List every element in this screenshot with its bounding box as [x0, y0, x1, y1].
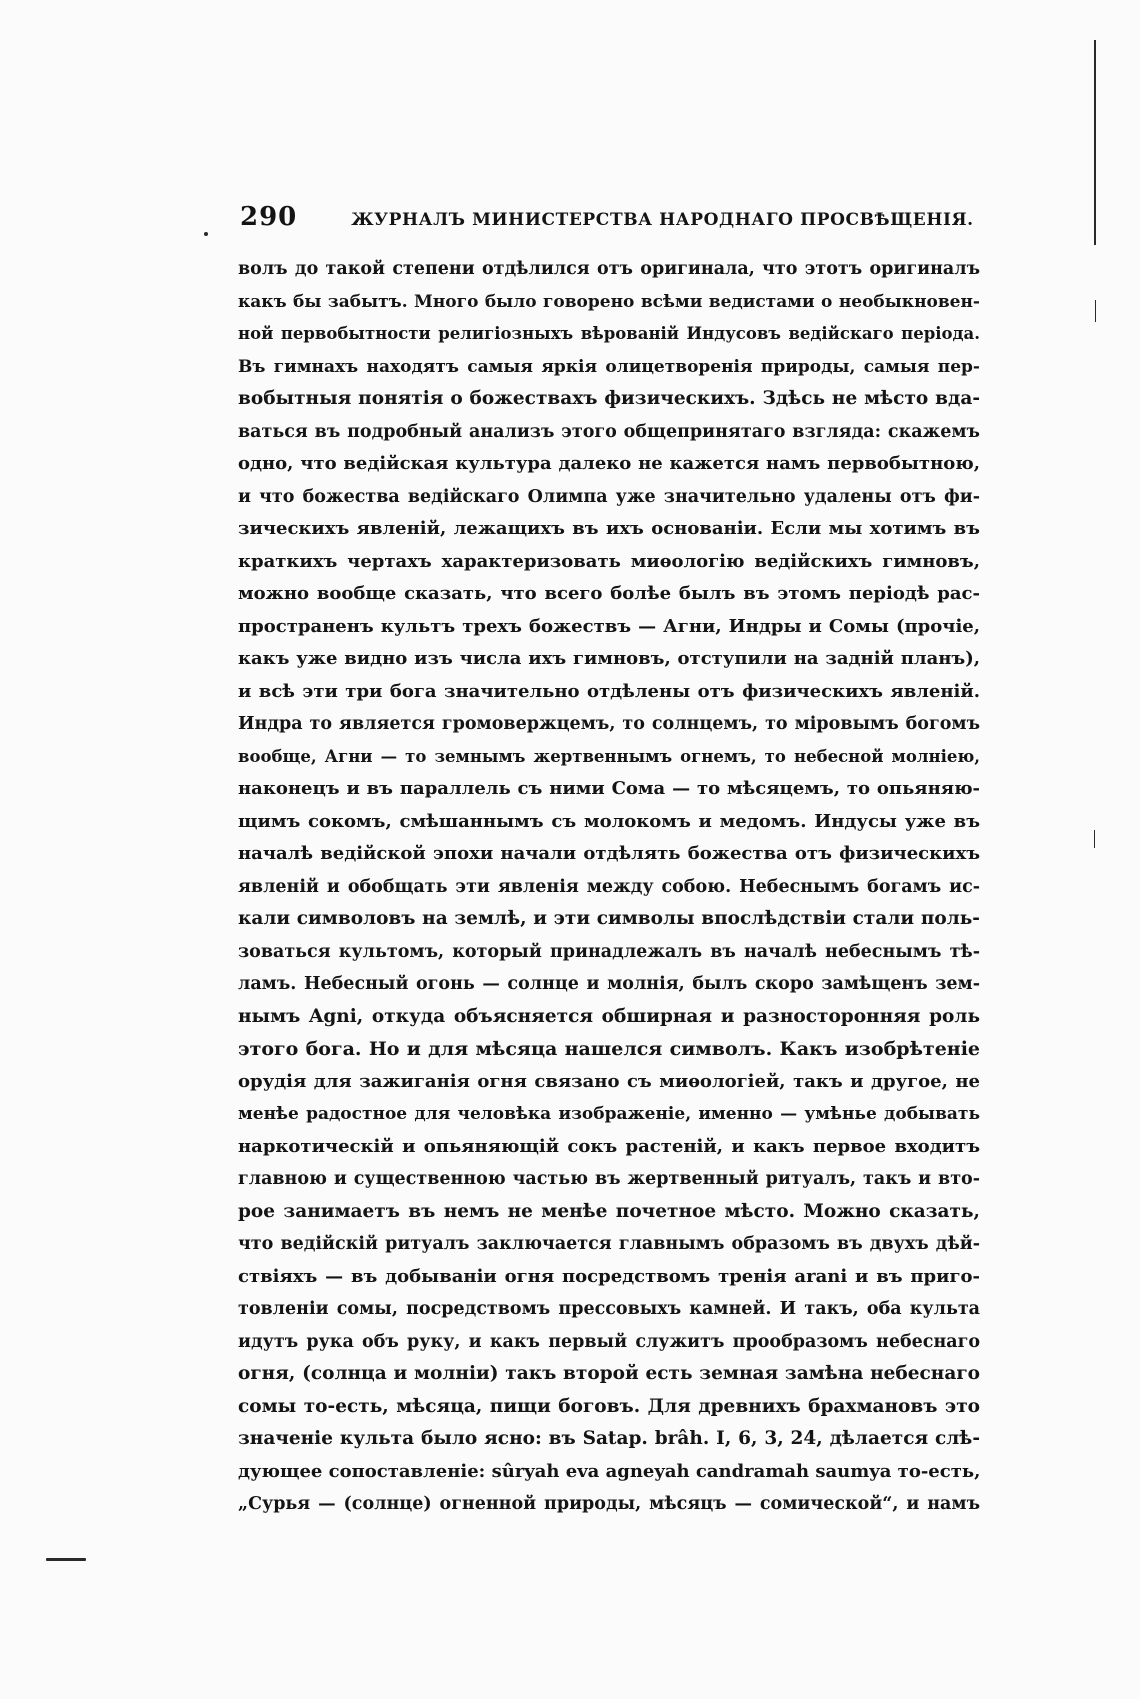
text-line: рое занимаетъ въ немъ не менѣе почетное мѣсто. Можно сказать, [238, 1200, 980, 1222]
page-number: 290 [240, 202, 298, 232]
text-line: менѣе радостное для человѣка изображеніе, именно — умѣнье добывать [238, 1104, 980, 1124]
text-line: пространенъ культъ трехъ божествъ — Агни, Индры и Сомы (прочіе, [238, 615, 980, 637]
text-line: какъ бы забытъ. Много было говорено всѣми ведистами о необыкновен- [238, 291, 980, 312]
text-line: „Сурья — (солнце) огненной природы, мѣсяцъ — сомической“, и намъ [238, 1494, 980, 1514]
text-line: началѣ ведійской эпохи начали отдѣлять божества отъ физическихъ [238, 843, 980, 864]
text-line: ной первобытности религіозныхъ вѣрованій Индусовъ ведійскаго періода. [238, 324, 980, 343]
text-line: что ведійскій ритуалъ заключается главнымъ образомъ въ двухъ дѣй- [238, 1234, 980, 1254]
body-text [238, 253, 980, 1521]
text-line: явленій и обобщать эти явленія между собою. Небеснымъ богамъ ис- [238, 876, 980, 897]
text-line: огня, (солнца и молніи) такъ второй есть земная замѣна небеснаго [238, 1363, 980, 1384]
text-line: щимъ сокомъ, смѣшаннымъ съ молокомъ и медомъ. Индусы уже въ [238, 810, 980, 832]
text-line: вообще, Агни — то земнымъ жертвеннымъ огнемъ, то небесной молніею, [238, 746, 980, 766]
text-line: Индра то является громовержцемъ, то солнцемъ, то міровымъ богомъ [238, 714, 980, 734]
text-line: какъ уже видно изъ числа ихъ гимновъ, отступили на задній планъ), [238, 648, 980, 669]
text-line: идутъ рука объ руку, и какъ первый служитъ прообразомъ небеснаго [238, 1331, 980, 1352]
text-line: зоваться культомъ, который принадлежалъ въ началѣ небеснымъ тѣ- [238, 941, 980, 962]
text-line: ствіяхъ — въ добываніи огня посредствомъ тренія arani и въ приго- [238, 1265, 980, 1287]
text-line: наркотическій и опьяняющій сокъ растеній, и какъ первое входитъ [238, 1135, 980, 1157]
margin-dot [204, 232, 208, 236]
text-line: нымъ Agni, откуда объясняется обширная и разносторонняя роль [238, 1005, 980, 1027]
scan-edge-line [1095, 300, 1096, 322]
text-line: ваться въ подробный анализъ этого общепринятаго взгляда: скажемъ [238, 421, 980, 442]
text-line: орудія для зажиганія огня связано съ миѳологіей, такъ и другое, не [238, 1070, 980, 1092]
text-line: этого бога. Но и для мѣсяца нашелся символъ. Какъ изобрѣтеніе [238, 1038, 980, 1060]
scan-edge-line [1094, 830, 1095, 848]
scan-edge-line [1094, 40, 1096, 245]
text-line: значеніе культа было ясно: въ Satap. brâh. I, 6, 3, 24, дѣлается слѣ- [238, 1428, 980, 1449]
text-line: ламъ. Небесный огонь — солнце и молнія, былъ скоро замѣщенъ зем- [238, 974, 980, 994]
text-line: наконецъ и въ параллель съ ними Сома — то мѣсяцемъ, то опьяняю- [238, 778, 980, 799]
text-line: можно вообще сказать, что всего болѣе былъ въ этомъ періодѣ рас- [238, 583, 980, 604]
text-line: дующее сопоставленіе: sûryah eva agneyah candramah saumya то-есть, [238, 1460, 980, 1482]
text-line: товленіи сомы, посредствомъ прессовыхъ камней. И такъ, оба культа [238, 1299, 980, 1319]
margin-dash [46, 1558, 86, 1561]
text-line: одно, что ведійская культура далеко не кажется намъ первобытною, [238, 453, 980, 474]
text-line: краткихъ чертахъ характеризовать миѳологію ведійскихъ гимновъ, [238, 550, 980, 572]
text-line: вобытныя понятія о божествахъ физическихъ. Здѣсь не мѣсто вда- [238, 388, 980, 409]
text-line: и всѣ эти три бога значительно отдѣлены отъ физическихъ явленій. [238, 680, 980, 702]
running-title: ЖУРНАЛЪ МИНИСТЕРСТВА НАРОДНАГО ПРОСВѢЩЕНІЯ. [351, 210, 974, 230]
text-line: и что божества ведійскаго Олимпа уже значительно удалены отъ фи- [238, 486, 980, 507]
text-line: волъ до такой степени отдѣлился отъ оригинала, что этотъ оригиналъ [238, 259, 980, 279]
text-line: кали символовъ на землѣ, и эти символы впослѣдствіи стали поль- [238, 908, 980, 929]
text-line: Въ гимнахъ находятъ самыя яркія олицетворенія природы, самыя пер- [238, 356, 980, 377]
text-line: сомы то-есть, мѣсяца, пищи боговъ. Для древнихъ брахмановъ это [238, 1395, 980, 1417]
text-line: главною и существенною частью въ жертвенный ритуалъ, такъ и вто- [238, 1169, 980, 1189]
page-header [240, 202, 980, 238]
text-line: зическихъ явленій, лежащихъ въ ихъ основаніи. Если мы хотимъ въ [238, 518, 980, 539]
